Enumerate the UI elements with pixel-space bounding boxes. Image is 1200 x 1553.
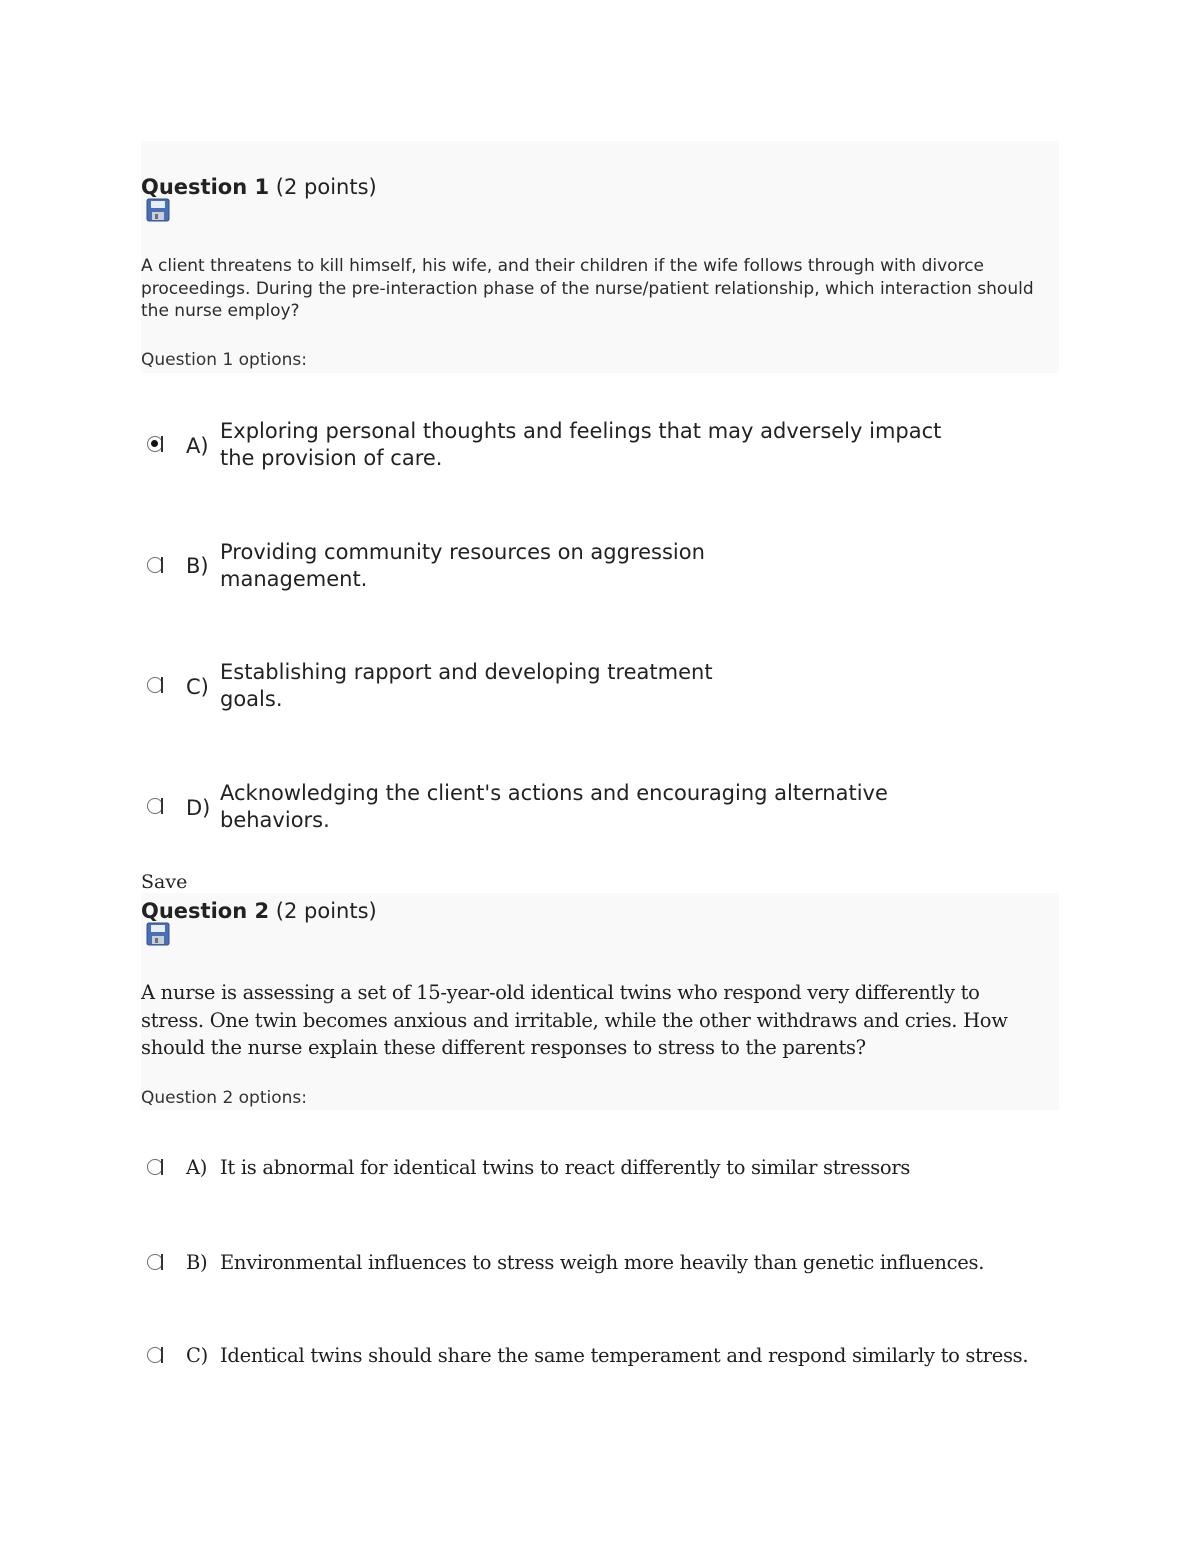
question-2-header — [141, 893, 1059, 1110]
question-number: Question 1 — [141, 175, 270, 199]
question-points: (2 points) — [275, 899, 377, 923]
floppy-disk-icon[interactable] — [146, 922, 170, 946]
option-letter: D) — [186, 796, 211, 820]
option-b[interactable] — [141, 539, 1059, 599]
radio-divider — [161, 1347, 163, 1363]
option-text: Providing community resources on aggression management. — [220, 540, 705, 591]
option-text: It is abnormal for identical twins to react differently to similar stressors — [220, 1156, 911, 1179]
options-label: Question 1 options: — [141, 350, 307, 370]
radio-divider — [161, 557, 163, 573]
option-letter: C) — [186, 1344, 208, 1367]
question-title — [141, 174, 377, 200]
option-text: Exploring personal thoughts and feelings that may adversely impact the provision of care. — [220, 419, 942, 470]
option-text: Identical twins should share the same temperament and respond similarly to stress. — [220, 1344, 1029, 1367]
option-c[interactable] — [141, 659, 1059, 719]
option-b[interactable] — [141, 1243, 1059, 1303]
option-letter: B) — [186, 1251, 208, 1274]
question-text: A client threatens to kill himself, his wife, and their children if the wife follows through with divorce proceedings. During the pre-interaction phase of the nurse/patient relationship, which interaction should the nurse employ? — [141, 256, 1034, 321]
question-text: A nurse is assessing a set of 15-year-old identical twins who respond very differently to stress. One twin becomes anxious and irritable, while the other withdraws and cries. How should the nurse explain these different responses to stress to the parents? — [141, 981, 1008, 1059]
options-label: Question 2 options: — [141, 1088, 307, 1108]
option-text: Environmental influences to stress weigh more heavily than genetic influences. — [220, 1251, 985, 1274]
radio-divider — [161, 677, 163, 693]
option-a[interactable] — [141, 1148, 1059, 1208]
option-text: Establishing rapport and developing treatment goals. — [220, 660, 713, 711]
option-letter: B) — [186, 554, 209, 578]
option-letter: A) — [186, 1156, 208, 1179]
option-a[interactable] — [141, 418, 1059, 478]
option-text: Acknowledging the client's actions and encouraging alternative behaviors. — [220, 781, 888, 832]
option-letter: A) — [186, 434, 209, 458]
option-c[interactable] — [141, 1336, 1059, 1396]
radio-divider — [161, 436, 163, 452]
radio-divider — [161, 1254, 163, 1270]
question-number: Question 2 — [141, 899, 270, 923]
save-button[interactable]: Save — [141, 871, 188, 893]
option-letter: C) — [186, 675, 209, 699]
question-title — [141, 898, 377, 924]
floppy-disk-icon[interactable] — [146, 198, 170, 222]
radio-divider — [161, 1159, 163, 1175]
question-points: (2 points) — [275, 175, 377, 199]
option-d[interactable] — [141, 780, 1059, 840]
radio-divider — [161, 798, 163, 814]
question-1-header — [141, 141, 1059, 373]
